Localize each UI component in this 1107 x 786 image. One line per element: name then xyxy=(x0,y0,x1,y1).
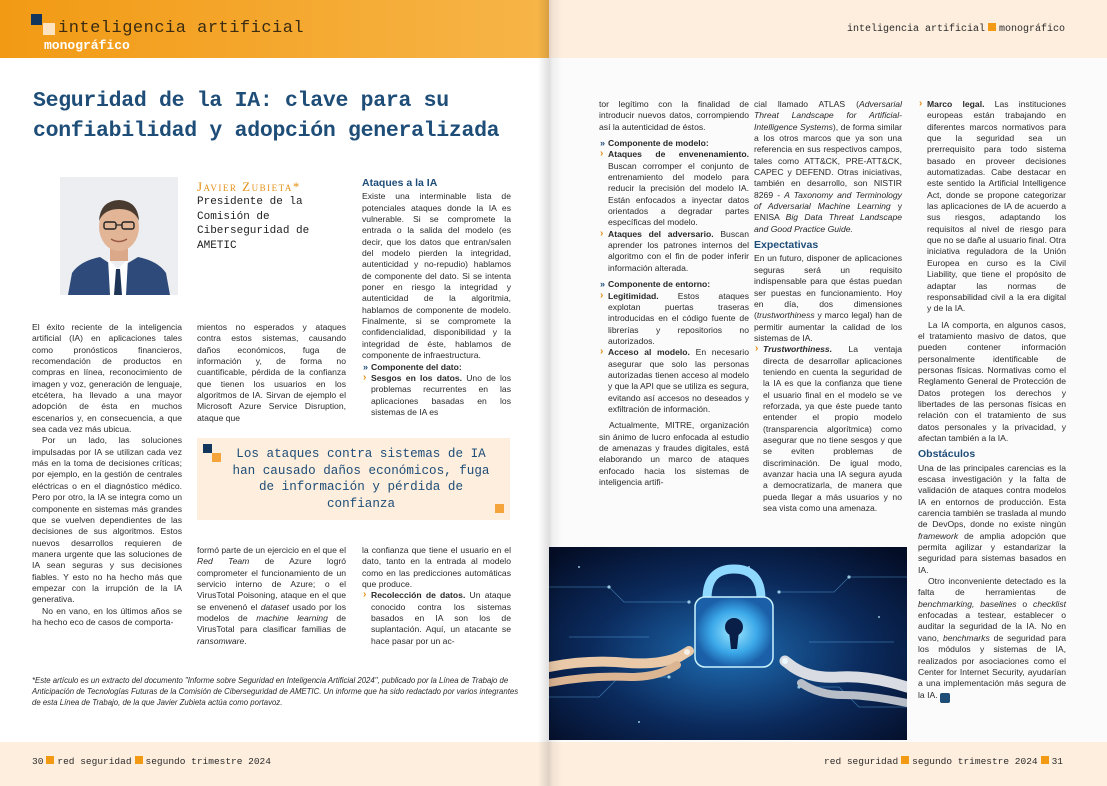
paragraph: No en vano, en los últimos años se ha hecho eco de casos de comporta- xyxy=(32,605,182,627)
section-heading: Obstáculos xyxy=(918,448,976,461)
footer-square-icon xyxy=(46,756,54,764)
paragraph: En un futuro, disponer de aplicaciones seguras será un requisito indispensable para que éstas puedan ser puestas en funcionamiento. Hoy en día, dos dimensiones (trustworthiness y marco legal) han de permitir aumentar la calidad de los sistemas de IA. xyxy=(754,253,902,343)
left-column-2-lower xyxy=(197,545,346,647)
page-number: 30 xyxy=(32,756,44,767)
magazine-name: red seguridad xyxy=(824,756,899,767)
bullet-item xyxy=(362,373,511,418)
footer-square-icon xyxy=(901,756,909,764)
header-square-icon xyxy=(988,23,996,31)
footer-right xyxy=(824,756,1063,767)
section-heading: Ataques a la IA xyxy=(362,177,438,189)
section-heading: Expectativas xyxy=(754,239,819,252)
pull-quote-text: Los ataques contra sistemas de IA han causado daños económicos, fuga de información y pérdida de confianza xyxy=(232,447,490,511)
paragraph: cial llamado ATLAS (Adversarial Threat Landscape for Artificial-Intelligence Systems), de forma similar a los otros marcos que ya son una referencia en sus respectivos campos, tales como ATT&CK, PRE-ATT&CK, CAPEC y DEFEND. Otras iniciativas, también en desarrollo, son NISTIR 8269 - A Taxonomy and Terminology of Adversarial Machine Learning y ENISA Big Data Threat Landscape and Good Practice Guide. xyxy=(754,99,903,234)
bullet-label: Sesgos en los datos. xyxy=(371,372,462,383)
right-column-2 xyxy=(754,99,902,514)
quote-square-corner-icon xyxy=(495,504,504,513)
header-square-light-icon xyxy=(43,23,55,35)
bullet-heading: » Componente de entorno: xyxy=(599,279,749,290)
bullet-text: Uno de los problemas recurrentes en las aplicaciones basadas en los sistemas de IA es xyxy=(371,372,511,417)
right-column-1 xyxy=(599,99,749,488)
bullet-item: › Ataques del adversario. Buscan aprender los patrones internos del algoritmo con el fin de poder inferir información alterada. xyxy=(599,229,749,274)
header-band xyxy=(0,0,549,58)
section-subtitle: monográfico xyxy=(44,38,130,53)
header-band xyxy=(549,0,1107,58)
right-page xyxy=(549,0,1107,786)
author-name: Javier Zubieta* xyxy=(197,179,301,194)
quote-square-light-icon xyxy=(212,453,221,462)
bullet-text: Un ataque conocido contra los sistemas basados en IA son los de suplantación. Aquí, un atacante se hace pasar por un ac- xyxy=(371,590,511,646)
paragraph: Existe una interminable lista de potenciales ataques donde la IA es vulnerable. Si se compromete la entrada o la salida del modelo (es decir, que los datos que entran/salen del modelo pierden la integridad, autenticidad y no-repudio) hablamos de componente del dato. Si se intenta poner en riesgo la integridad y autenticidad de la algoritmia, hablamos de componente de modelo. Finalmente, si se compromete la confidencialidad, disponibilidad y la integridad de éste, hablamos de componente de infraestructura. xyxy=(362,191,511,361)
pull-quote xyxy=(197,438,510,520)
bullet-label: Recolección de datos. xyxy=(371,590,466,601)
bullet-item xyxy=(362,590,511,647)
quote-square-dark-icon xyxy=(203,444,212,453)
paragraph: La IA comporta, en algunos casos, el tratamiento masivo de datos, que pueden contener información personalmente identificable de personas físicas. Normativas como el Reglamento General de Protección de Datos protegen los derechos y libertades de las personas físicas en relación con el tratamiento de sus datos personales y la privacidad, y afectan también a la IA. xyxy=(918,319,1066,443)
paragraph: Actualmente, MITRE, organización sin ánimo de lucro enfocada al estudio de amenazas y fraudes digitales, está elaborando un marco de ataques enfocado hacia los sistemas de inteligencia artifi- xyxy=(599,420,749,487)
left-page xyxy=(0,0,549,786)
paragraph: El éxito reciente de la inteligencia artificial (IA) en aplicaciones tales como pronósticos financieros, recomendación de productos en compras en línea, reconocimiento de imagen y voz, generación de lenguaje, etcétera, ha llevado a una mayor adopción de ésta en muchos escenarios y, en consecuencia, a que sea cada vez más ubicua. xyxy=(32,322,182,435)
paragraph: tor legítimo con la finalidad de introducir nuevos datos, corrompiendo así la autenticidad de éstos. xyxy=(599,99,749,132)
author-photo xyxy=(60,177,178,295)
paragraph: mientos no esperados y ataques contra estos sistemas, causando daños económicos, fuga de información y, de forma no cuantificable, pérdida de la confianza que tienen los usuarios en los algoritmos de IA. Sirvan de ejemplo el Microsoft Azure Service Disruption, ataque que xyxy=(197,322,346,423)
bullet-item: › Marco legal. Las instituciones europeas están trabajando en diferentes marcos normativos para que la seguridad sea un prerrequisito para todo sistema basado en proveer decisiones automatizadas. Cabe destacar en este sentido la Artificial Intelligence Act, donde se propone categorizar las aplicaciones de IA de acuerdo a sus riesgos, adaptando los requisitos al nivel de riesgo para que no se dañe al usuario final. Otra iniciativa reguladora de la Unión Europea en curso es la Civil Liability, que tiene el propósito de adaptar las normas de responsabilidad civil a la era digital y de la IA. xyxy=(918,99,1066,315)
paragraph: formó parte de un ejercicio en el que el Red Team de Azure logró comprometer el funcionamiento de un servicio interno de Azure; o el VirusTotal Poisoning, ataque en el que se envenenó el dataset usado por los modelos de machine learning de VirusTotal para clasificar familias de ransomware. xyxy=(197,545,346,646)
footer-square-icon xyxy=(135,756,143,764)
left-column-1 xyxy=(32,322,182,628)
running-header: inteligencia artificial monográfico xyxy=(846,24,1065,35)
section-title: inteligencia artificial xyxy=(58,19,305,38)
issue-date: segundo trimestre 2024 xyxy=(912,756,1038,767)
bullet-item: › Trustworthiness. La ventaja directa de desarrollar aplicaciones teniendo en cuenta la seguridad de la IA es que la confianza que tiene el usuario final en el modelo se ve reforzada, ya que éste puede tanto entender el propio modelo (transparencia algorítmica) como asegurar que no tiene sesgos y que se eviten problemas de discriminación. De igual modo, avanzar hacia una IA segura ayuda a democratizarla, de manera que pueda llegar a más usuarios y no sea vista como una amenaza. xyxy=(754,344,902,514)
left-column-2-upper xyxy=(197,322,346,424)
hero-image-ai-security xyxy=(549,547,907,740)
magazine-name: red seguridad xyxy=(57,756,132,767)
paragraph: la confianza que tiene el usuario en el dato, tanto en la entrada al modelo como en las predicciones automáticas que produce. xyxy=(362,545,511,590)
page-number: 31 xyxy=(1051,756,1063,767)
bullet-item: › Acceso al modelo. En necesario asegurar que solo las personas autorizadas tienen acceso al modelo y que la API que se utiliza es segura, evitando así accesos no deseados y exfiltración de información. xyxy=(599,347,749,415)
paragraph: Otro inconveniente detectado es la falta de herramientas de benchmarking, baselines o checklist enfocadas a testear, establecer o auditar la seguridad de la IA. No en vano, benchmarks de seguridad para los módulos y sistemas de IA, realizados por asociaciones como el Center for Internet Security, ayudarían a una implementación más segura de la IA. r xyxy=(918,576,1066,701)
author-role: Presidente de la Comisión de Ciberseguridad de AMETIC xyxy=(197,196,310,252)
bullet-heading: » Componente del dato: xyxy=(362,362,511,373)
paragraph: Una de las principales carencias es la escasa investigación y la falta de validación de ataques contra modelos IA en entornos de producción. Esta carencia también se traslada al mundo de DevOps, donde no existe ningún framework de amplia adopción que permita agilizar y estandarizar la seguridad para sistemas basados en IA. xyxy=(918,462,1066,575)
bullet-heading: » Componente de modelo: xyxy=(599,138,749,149)
paragraph: Por un lado, las soluciones impulsadas por IA se utilizan cada vez más en la toma de decisiones críticas; por ejemplo, en la gestión de centrales eléctricas o en el diagnóstico médico. Pero por otro, la IA se integra como un componente en sistemas más grandes que se vuelven dependientes de las decisiones de sus algoritmos. Estos nuevos desarrollos requieren de manera urgente que las soluciones de IA sean seguras y sus decisiones fiables. Y esto no ha hecho más que empezar con la irrupción de la IA generativa. xyxy=(32,435,182,605)
footer-square-icon xyxy=(1041,756,1049,764)
footnote: *Este artículo es un extracto del documento "Informe sobre Seguridad en Inteligencia Artificial 2024", publicado por la Línea de Trabajo de Anticipación de Tecnologías Futuras de la Comisión de Ciberseguridad de AMETIC. Un informe que ha sido redactado por varios integrantes de esta Línea de Trabajo, de la que Javier Zubieta actúa como portavoz. xyxy=(32,676,519,707)
footer-left xyxy=(32,756,271,767)
right-column-3 xyxy=(918,99,1066,703)
end-of-article-icon: r xyxy=(940,693,950,703)
header-square-dark-icon xyxy=(31,14,42,25)
bullet-item: › Ataques de envenenamiento. Buscan corromper el conjunto de entrenamiento del modelo para reducir la precisión del modelo IA. Están enfocados a inyectar datos orientados a degradar partes específicas del modelo. xyxy=(599,149,749,228)
left-column-3-upper xyxy=(362,178,511,418)
bullet-item: › Legitimidad. Estos ataques explotan puertas traseras introducidas en el código fuente de librerías y repositorios no autorizados. xyxy=(599,291,749,348)
left-column-3-lower xyxy=(362,545,511,647)
issue-date: segundo trimestre 2024 xyxy=(145,756,271,767)
article-title: Seguridad de la IA: clave para su confiabilidad y adopción generalizada xyxy=(33,89,500,143)
